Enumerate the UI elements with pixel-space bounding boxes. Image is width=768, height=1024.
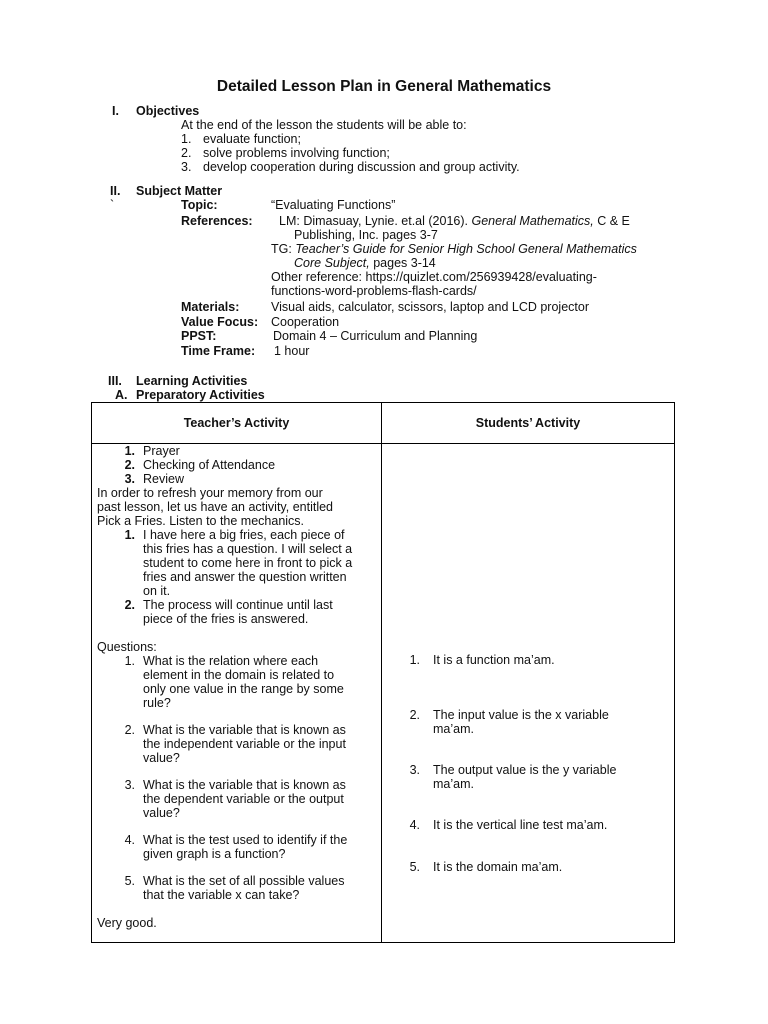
- objective-item: [181, 132, 301, 146]
- other-reference: Other reference: https://quizlet.com/256939428/evaluating-: [271, 270, 597, 284]
- tg-book-line2: Core Subject,: [294, 256, 370, 270]
- list-item: [119, 444, 135, 458]
- answer-number: 2.: [409, 708, 420, 722]
- item-number: 1.: [124, 444, 135, 458]
- students-cell-content: [382, 444, 674, 942]
- section-heading: Subject Matter: [136, 184, 223, 198]
- answer-line: The input value is the x variable: [433, 708, 609, 722]
- question-number: 4.: [124, 833, 135, 847]
- list-item: [119, 472, 135, 486]
- other-reference-line2: functions-word-problems-flash-cards/: [271, 284, 477, 298]
- lm-prefix: LM: [279, 214, 297, 228]
- item-text: develop cooperation during discussion and group activity.: [203, 160, 520, 174]
- answer-number: 4.: [409, 818, 420, 832]
- mechanics-line: on it.: [143, 584, 171, 598]
- answer-line: ma’am.: [433, 722, 474, 736]
- mechanics-line: The process will continue until last: [143, 598, 333, 612]
- answer-line: It is the vertical line test ma’am.: [433, 818, 608, 832]
- question-line: given graph is a function?: [143, 847, 286, 861]
- tg-book: Teacher’s Guide for Senior High School General Mathematics: [295, 242, 637, 256]
- question-line: only one value in the range by some: [143, 682, 344, 696]
- students-column-header: Students’ Activity: [382, 403, 675, 444]
- answer-line: ma’am.: [433, 777, 474, 791]
- closing-remark: Very good.: [97, 916, 157, 930]
- list-item-text: Checking of Attendance: [143, 458, 276, 472]
- item-number: 3.: [124, 472, 135, 486]
- section-number: II.: [110, 184, 121, 198]
- question-line: the dependent variable or the output: [143, 792, 344, 806]
- lm-suffix: C & E: [593, 214, 630, 228]
- question-number: 2.: [124, 723, 135, 737]
- lm-reference-line2: Publishing, Inc. pages 3-7: [294, 228, 438, 242]
- answer-line: It is the domain ma’am.: [433, 860, 563, 874]
- activities-table: [91, 402, 675, 943]
- topic-value: “Evaluating Functions”: [271, 198, 396, 212]
- teacher-activity-cell: [92, 444, 382, 943]
- objective-item: [181, 160, 520, 174]
- page-title: Detailed Lesson Plan in General Mathematics: [216, 78, 552, 95]
- stray-mark: `: [110, 198, 115, 212]
- question-line: the independent variable or the input: [143, 737, 346, 751]
- value-focus-value: Cooperation: [271, 315, 340, 329]
- objective-item: [181, 146, 390, 160]
- question-line: What is the test used to identify if the: [143, 833, 348, 847]
- time-frame-label: Time Frame:: [181, 344, 256, 358]
- teacher-column-header: Teacher’s Activity: [92, 403, 382, 444]
- section-number: III.: [108, 374, 122, 388]
- item-number: 3.: [181, 160, 192, 174]
- question-line: value?: [143, 751, 180, 765]
- list-item-text: Prayer: [143, 444, 180, 458]
- list-item-text: Review: [143, 472, 184, 486]
- mechanics-line: student to come here in front to pick a: [143, 556, 353, 570]
- tg-reference-line2: [294, 256, 436, 270]
- value-focus-label: Value Focus:: [181, 315, 259, 329]
- materials-label: Materials:: [181, 300, 240, 314]
- time-frame-value: 1 hour: [274, 344, 310, 358]
- ppst-value: Domain 4 – Curriculum and Planning: [273, 329, 478, 343]
- question-line: value?: [143, 806, 180, 820]
- item-number: 2.: [181, 146, 192, 160]
- item-number: 1.: [124, 528, 135, 542]
- section-heading: Objectives: [136, 104, 200, 118]
- mechanics-item: [119, 598, 135, 612]
- subsection-letter: A.: [115, 388, 128, 402]
- mechanics-line: I have here a big fries, each piece of: [143, 528, 345, 542]
- lm-book: General Mathematics,: [471, 214, 594, 228]
- question-line: that the variable x can take?: [143, 888, 300, 902]
- mechanics-line: piece of the fries is answered.: [143, 612, 309, 626]
- item-number: 2.: [124, 458, 135, 472]
- question-number: 5.: [124, 874, 135, 888]
- question-line: rule?: [143, 696, 171, 710]
- materials-value: Visual aids, calculator, scissors, laptop and LCD projector: [271, 300, 589, 314]
- lm-text: : Dimasuay, Lynie. et.al (2016).: [296, 214, 472, 228]
- answer-line: The output value is the y variable: [433, 763, 617, 777]
- list-item: [119, 458, 135, 472]
- lm-reference: [279, 214, 630, 228]
- question-line: What is the variable that is known as: [143, 723, 346, 737]
- question-line: What is the set of all possible values: [143, 874, 345, 888]
- students-activity-cell: [382, 444, 675, 943]
- intro-line: past lesson, let us have an activity, entitled: [97, 500, 334, 514]
- tg-prefix: TG:: [271, 242, 296, 256]
- answer-number: 3.: [409, 763, 420, 777]
- ppst-label: PPST:: [181, 329, 217, 343]
- questions-label: Questions:: [97, 640, 157, 654]
- item-text: solve problems involving function;: [203, 146, 390, 160]
- references-label: References:: [181, 214, 253, 228]
- intro-line: Pick a Fries. Listen to the mechanics.: [97, 514, 305, 528]
- topic-label: Topic:: [181, 198, 218, 212]
- item-text: evaluate function;: [203, 132, 301, 146]
- mechanics-item: [119, 528, 135, 542]
- section-number: I.: [112, 104, 119, 118]
- tg-pages: pages 3-14: [369, 256, 436, 270]
- teacher-cell-content: [92, 444, 381, 942]
- question-number: 3.: [124, 778, 135, 792]
- tg-reference: [271, 242, 637, 256]
- item-number: 1.: [181, 132, 192, 146]
- mechanics-line: fries and answer the question written: [143, 570, 347, 584]
- section-heading: Learning Activities: [136, 374, 248, 388]
- subsection-heading: Preparatory Activities: [136, 388, 265, 402]
- question-line: What is the variable that is known as: [143, 778, 346, 792]
- answer-number: 1.: [409, 653, 420, 667]
- question-line: element in the domain is related to: [143, 668, 335, 682]
- answer-number: 5.: [409, 860, 420, 874]
- intro-line: In order to refresh your memory from our: [97, 486, 323, 500]
- question-number: 1.: [124, 654, 135, 668]
- item-number: 2.: [124, 598, 135, 612]
- question-line: What is the relation where each: [143, 654, 319, 668]
- mechanics-line: this fries has a question. I will select a: [143, 542, 353, 556]
- answer-line: It is a function ma’am.: [433, 653, 555, 667]
- objectives-intro: At the end of the lesson the students will be able to:: [181, 118, 467, 132]
